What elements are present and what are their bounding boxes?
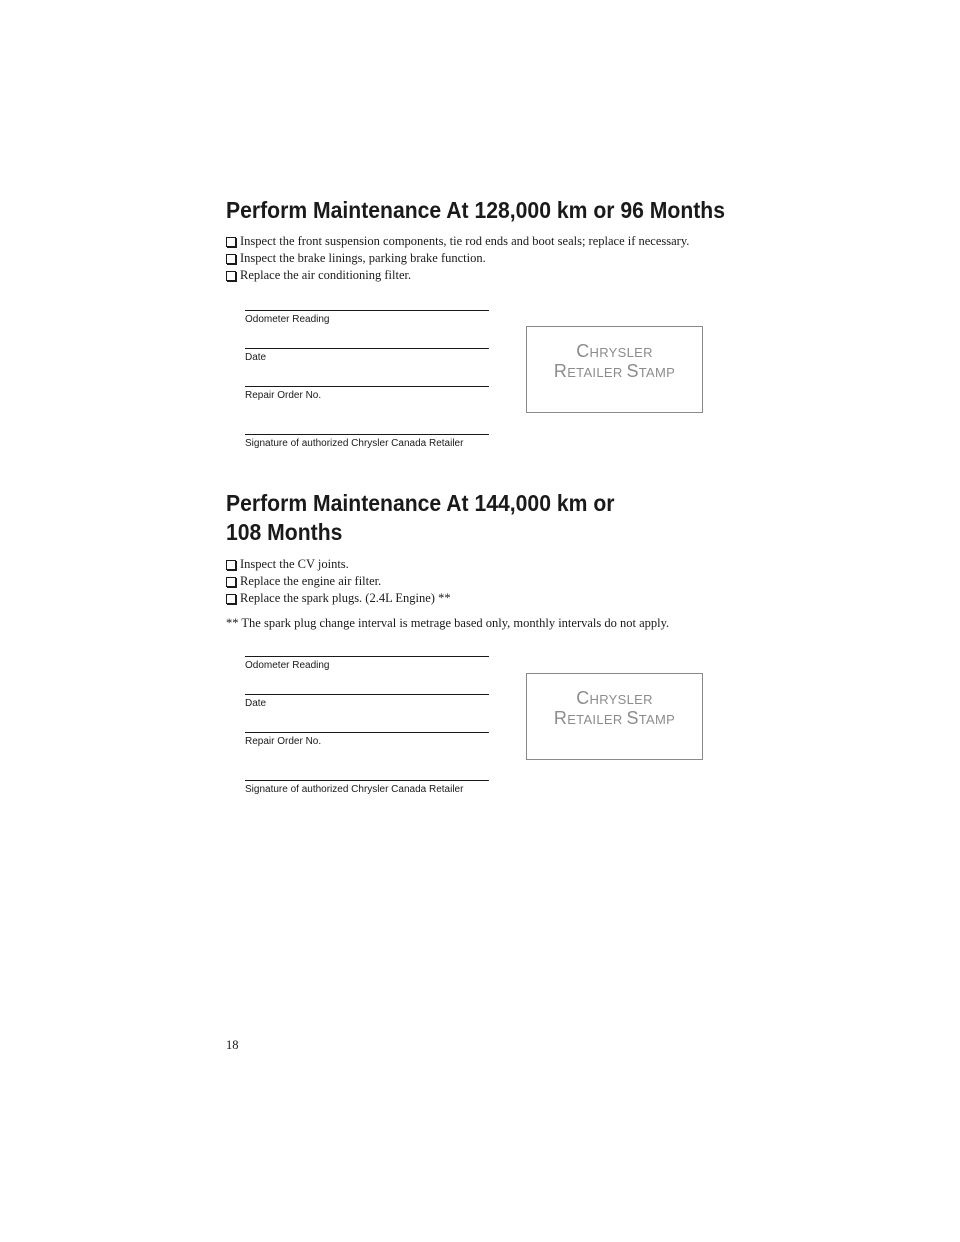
checkbox-icon[interactable]	[226, 577, 236, 587]
spark-plug-note: ** The spark plug change interval is metrage based only, monthly intervals do not apply.	[226, 616, 670, 630]
maintenance-section-144000	[226, 489, 746, 632]
odometer-label: Odometer Reading	[245, 314, 330, 325]
section-title-line1: Perform Maintenance At 144,000 km or	[226, 490, 615, 516]
section-title: Perform Maintenance At 128,000 km or 96 Months	[226, 197, 725, 223]
signature-line[interactable]	[245, 434, 489, 435]
odometer-line[interactable]	[245, 656, 489, 657]
page-number: 18	[226, 1038, 239, 1052]
odometer-field[interactable]	[245, 656, 489, 672]
signature-field[interactable]	[245, 780, 489, 796]
task-item	[226, 233, 746, 250]
task-list	[226, 233, 746, 284]
signature-line[interactable]	[245, 780, 489, 781]
task-item	[226, 590, 746, 607]
retailer-stamp-box	[526, 326, 703, 413]
repair-order-line[interactable]	[245, 386, 489, 387]
stamp-line-retailer-stamp: RETAILER STAMP	[553, 361, 676, 381]
task-item	[226, 250, 746, 267]
repair-order-line[interactable]	[245, 732, 489, 733]
date-label: Date	[245, 698, 267, 709]
repair-order-field[interactable]	[245, 732, 489, 748]
stamp-line-retailer-stamp: RETAILER STAMP	[553, 708, 676, 728]
task-text: Inspect the CV joints.	[240, 557, 349, 571]
checkbox-icon[interactable]	[226, 254, 236, 264]
odometer-line[interactable]	[245, 310, 489, 311]
date-label: Date	[245, 352, 267, 363]
checkbox-icon[interactable]	[226, 237, 236, 247]
task-text: Replace the spark plugs. (2.4L Engine) **	[240, 591, 451, 605]
date-line[interactable]	[245, 348, 489, 349]
repair-order-label: Repair Order No.	[245, 390, 322, 401]
signature-label: Signature of authorized Chrysler Canada Retailer	[245, 438, 464, 449]
checkbox-icon[interactable]	[226, 594, 236, 604]
section-title	[226, 489, 704, 547]
task-text: Inspect the brake linings, parking brake function.	[240, 251, 486, 265]
task-item	[226, 573, 746, 590]
checkbox-icon[interactable]	[226, 271, 236, 281]
odometer-label: Odometer Reading	[245, 660, 330, 671]
date-field[interactable]	[245, 694, 489, 710]
task-item	[226, 556, 746, 573]
task-item	[226, 267, 746, 284]
task-text: Replace the engine air filter.	[240, 574, 382, 588]
section-title-line2: 108 Months	[226, 519, 343, 545]
signature-field[interactable]	[245, 434, 489, 450]
maintenance-section-128000	[226, 196, 746, 284]
stamp-line-chrysler: CHRYSLER	[576, 688, 653, 708]
stamp-line-chrysler: CHRYSLER	[576, 341, 653, 361]
retailer-stamp-box	[526, 673, 703, 760]
task-text: Replace the air conditioning filter.	[240, 268, 412, 282]
signature-label: Signature of authorized Chrysler Canada Retailer	[245, 784, 464, 795]
odometer-field[interactable]	[245, 310, 489, 326]
date-line[interactable]	[245, 694, 489, 695]
repair-order-label: Repair Order No.	[245, 736, 322, 747]
date-field[interactable]	[245, 348, 489, 364]
task-text: Inspect the front suspension components, tie rod ends and boot seals; replace if necessary.	[240, 234, 690, 248]
checkbox-icon[interactable]	[226, 560, 236, 570]
task-list	[226, 556, 746, 607]
repair-order-field[interactable]	[245, 386, 489, 402]
